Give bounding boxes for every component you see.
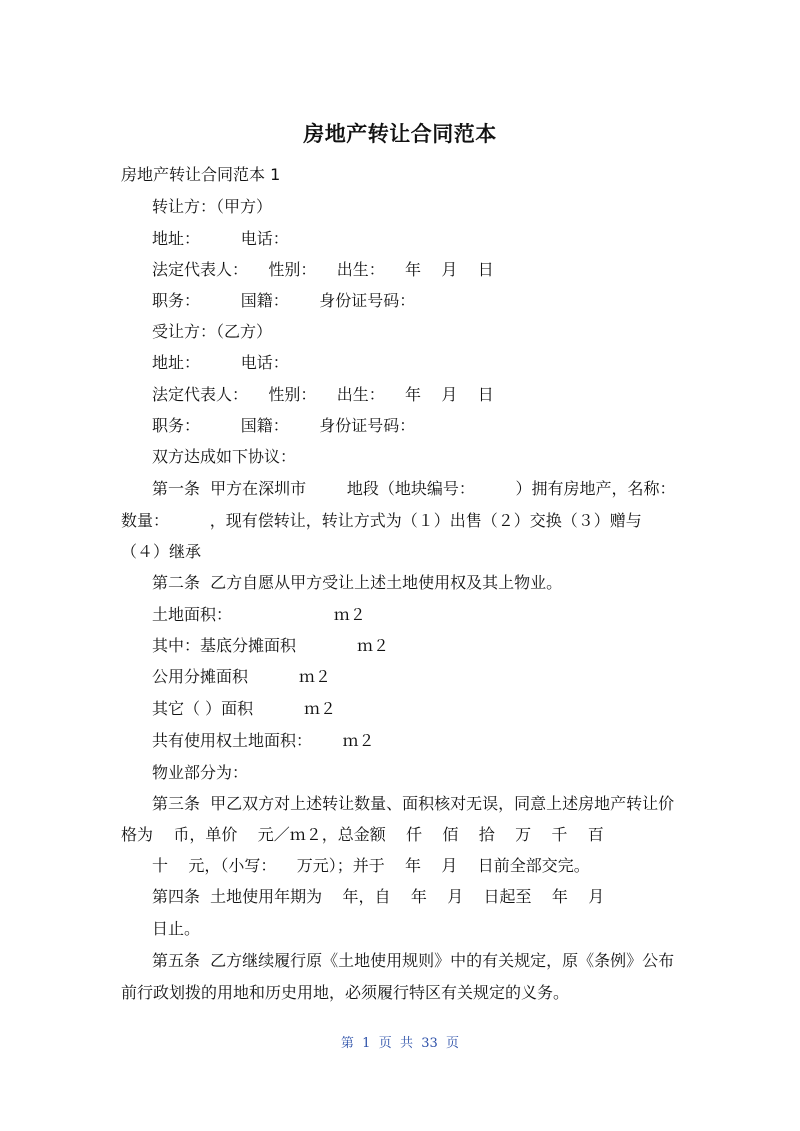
text-line: （４）继承 bbox=[121, 542, 202, 561]
text-line: 第一条 甲方在深圳市 地段（地块编号： ）拥有房地产，名称： bbox=[152, 479, 676, 498]
text-line: 地址： 电话： bbox=[152, 353, 289, 372]
page-footer: 第 1 页 共 33 页 bbox=[340, 1036, 460, 1051]
document-subtitle: 房地产转让合同范本 1 bbox=[121, 165, 281, 184]
text-line: 双方达成如下协议： bbox=[152, 447, 297, 466]
text-line: 公用分摊面积 ｍ２ bbox=[152, 667, 331, 686]
text-line: 前行政划拨的用地和历史用地，必须履行特区有关规定的义务。 bbox=[121, 983, 570, 1002]
text-line: 共有使用权土地面积： ｍ２ bbox=[152, 731, 375, 750]
text-line: 其它（ ）面积 ｍ２ bbox=[152, 699, 336, 718]
text-line: 格为 币，单价 元／ｍ２，总金额 仟 佰 拾 万 千 百 bbox=[121, 825, 604, 844]
text-line: 物业部分为： bbox=[152, 763, 249, 782]
text-line: 数量： ，现有偿转让，转让方式为（１）出售（２）交换（３）赠与 bbox=[121, 511, 642, 530]
text-line: 日止。 bbox=[152, 919, 201, 938]
text-line: 职务： 国籍： 身份证号码： bbox=[152, 416, 416, 435]
text-line: 地址： 电话： bbox=[152, 229, 289, 248]
text-line: 第三条 甲乙双方对上述转让数量、面积核对无误，同意上述房地产转让价 bbox=[152, 794, 675, 813]
text-line: 职务： 国籍： 身份证号码： bbox=[152, 291, 416, 310]
text-line: 第五条 乙方继续履行原《土地使用规则》中的有关规定，原《条例》公布 bbox=[152, 951, 675, 970]
text-line: 第四条 土地使用年期为 年，自 年 月 日起至 年 月 bbox=[152, 887, 605, 906]
text-line: 法定代表人： 性别： 出生： 年 月 日 bbox=[152, 385, 494, 404]
text-line: 土地面积： ｍ２ bbox=[152, 605, 366, 624]
text-line: 转让方：（甲方） bbox=[152, 197, 273, 216]
document-title: 房地产转让合同范本 bbox=[303, 122, 497, 146]
text-line: 受让方：（乙方） bbox=[152, 322, 273, 341]
text-line: 十 元，（小写： 万元）；并于 年 月 日前全部交完。 bbox=[152, 856, 590, 875]
text-line: 法定代表人： 性别： 出生： 年 月 日 bbox=[152, 260, 494, 279]
text-line: 第二条 乙方自愿从甲方受让上述土地使用权及其上物业。 bbox=[152, 573, 563, 592]
text-line: 其中：基底分摊面积 ｍ２ bbox=[152, 636, 390, 655]
